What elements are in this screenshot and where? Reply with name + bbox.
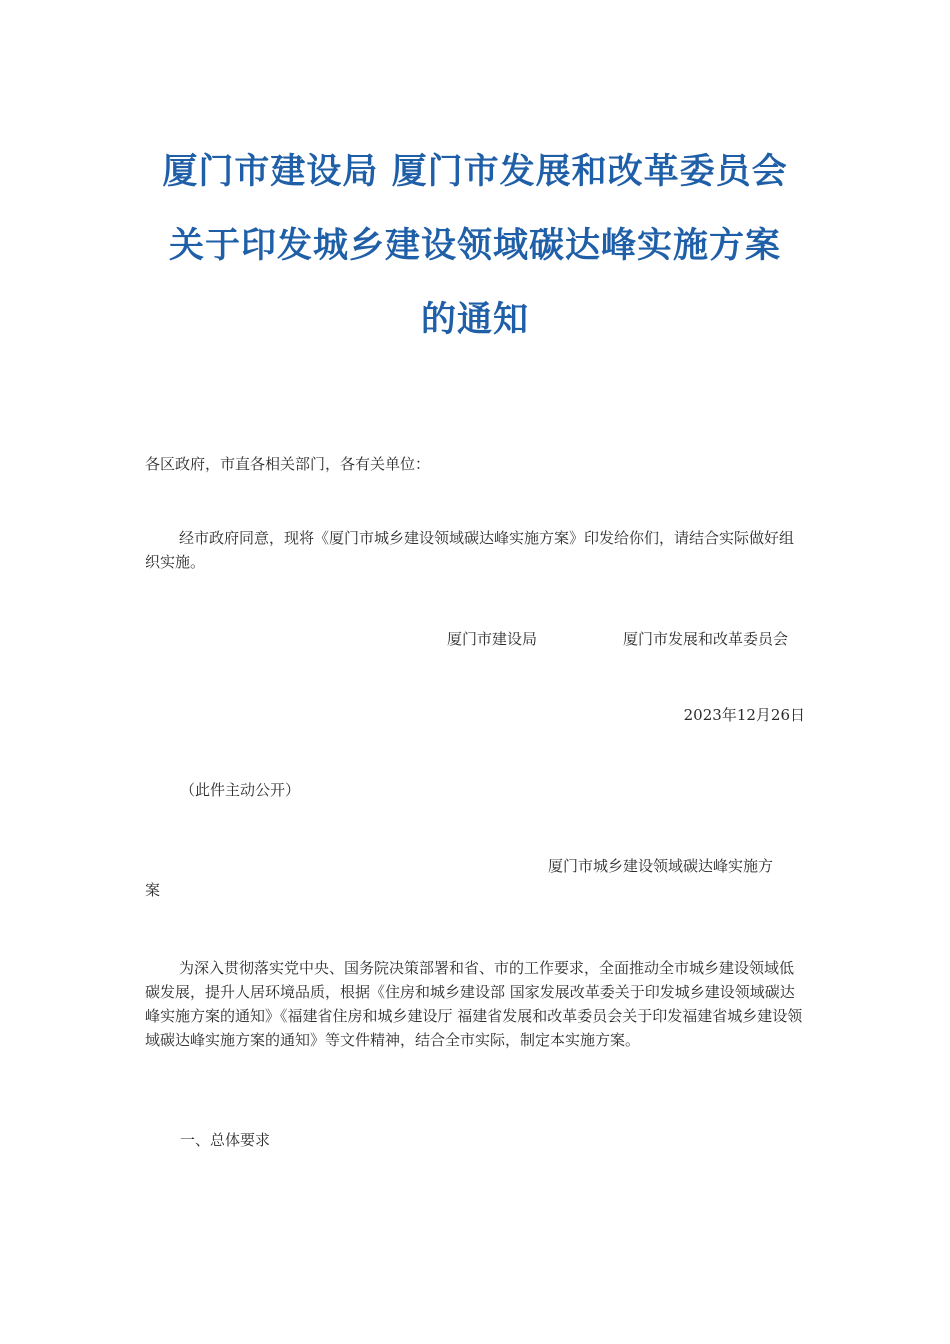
- paragraph-introduction: 为深入贯彻落实党中央、国务院决策部署和省、市的工作要求，全面推动全市城乡建设领域低碳发展，提升人居环境品质，根据《住房和城乡建设部 国家发展改革委关于印发城乡建设领域碳达峰实施方案的通知》《福建省住房和城乡建设厅 福建省发展和改革委员会关于印发福建省城乡建设领域碳达峰实施方案的通知》等文件精神，结合全市实际，制定本实施方案。: [145, 959, 803, 1049]
- public-disclosure-note: （此件主动公开）: [180, 781, 301, 799]
- signature-org-construction-bureau: 厦门市建设局: [447, 630, 538, 648]
- paragraph-notice: 经市政府同意，现将《厦门市城乡建设领域碳达峰实施方案》印发给你们，请结合实际做好组织实施。: [145, 529, 795, 571]
- document-title-line-2: 关于印发城乡建设领域碳达峰实施方案: [168, 226, 781, 266]
- salutation: 各区政府，市直各相关部门，各有关单位：: [145, 455, 431, 473]
- signature-org-development-commission: 厦门市发展和改革委员会: [623, 630, 789, 648]
- section-heading-general-requirements: 一、总体要求: [180, 1131, 271, 1149]
- issue-date: 2023年12月26日: [683, 706, 805, 724]
- document-title-line-1: 厦门市建设局 厦门市发展和改革委员会: [162, 152, 788, 192]
- attachment-title-part-1: 厦门市城乡建设领域碳达峰实施方: [548, 857, 774, 875]
- attachment-title-part-2: 案: [145, 881, 161, 899]
- document-title-line-3: 的通知: [420, 300, 529, 340]
